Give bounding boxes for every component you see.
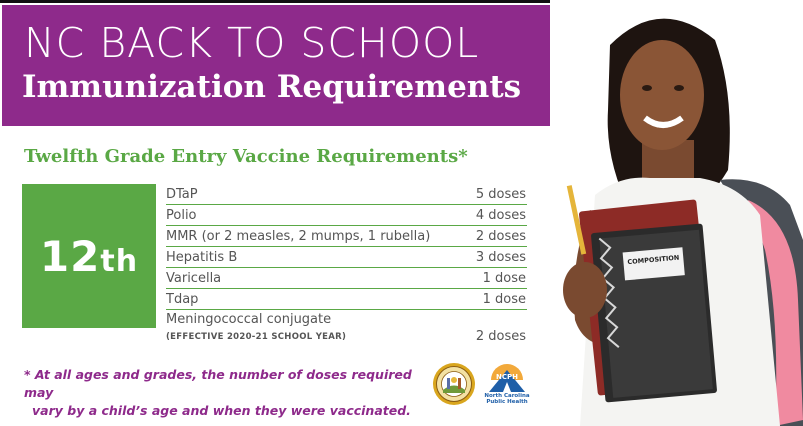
ncph-name: North Carolina Public Health [484, 393, 530, 405]
title-banner [2, 5, 550, 126]
vaccine-name: Varicella [166, 271, 222, 286]
vaccine-name: Hepatitis B [166, 250, 238, 265]
requirement-row [166, 268, 527, 289]
banner-subtitle: Immunization Requirements [22, 69, 522, 105]
vaccine-name: MMR (or 2 measles, 2 mumps, 1 rubella) [166, 229, 431, 244]
student-photo [550, 0, 803, 426]
requirement-row [166, 226, 527, 247]
requirements-table [166, 184, 527, 348]
footnote-line-1: * At all ages and grades, the number of doses required may [24, 367, 412, 400]
grade-suffix: th [100, 243, 139, 279]
vaccine-doses: 1 dose [482, 271, 526, 286]
vaccine-doses: 1 dose [482, 292, 526, 307]
svg-text:COMPOSITION: COMPOSITION [627, 253, 680, 267]
requirement-row [166, 184, 527, 205]
vaccine-name: Meningococcal conjugate [166, 312, 332, 327]
vaccine-name: Tdap [166, 292, 199, 307]
vaccine-name: DTaP [166, 187, 198, 202]
vaccine-doses: 5 doses [475, 187, 526, 202]
grade-number: 12 [39, 231, 101, 281]
vaccine-doses: 2 doses [475, 229, 526, 244]
requirement-row [166, 247, 527, 268]
requirement-row [166, 205, 527, 226]
requirement-row [166, 310, 527, 348]
footnote [24, 366, 424, 420]
grade-box [22, 184, 156, 328]
banner-title: NC BACK TO SCHOOL [24, 19, 480, 67]
vaccine-note: (EFFECTIVE 2020-21 SCHOOL YEAR) [166, 332, 347, 342]
nc-state-seal-icon [432, 362, 476, 406]
footnote-line-2: vary by a child’s age and when they were vaccinated. [32, 403, 411, 418]
vaccine-name: Polio [166, 208, 197, 223]
vaccine-doses: 4 doses [475, 208, 526, 223]
requirement-row [166, 289, 527, 310]
grade-label [40, 232, 138, 281]
ncph-acronym: NCPH [496, 373, 518, 381]
vaccine-doses: 2 doses [475, 329, 526, 344]
vaccine-doses: 3 doses [475, 250, 526, 265]
section-heading: Twelfth Grade Entry Vaccine Requirements* [24, 146, 468, 167]
